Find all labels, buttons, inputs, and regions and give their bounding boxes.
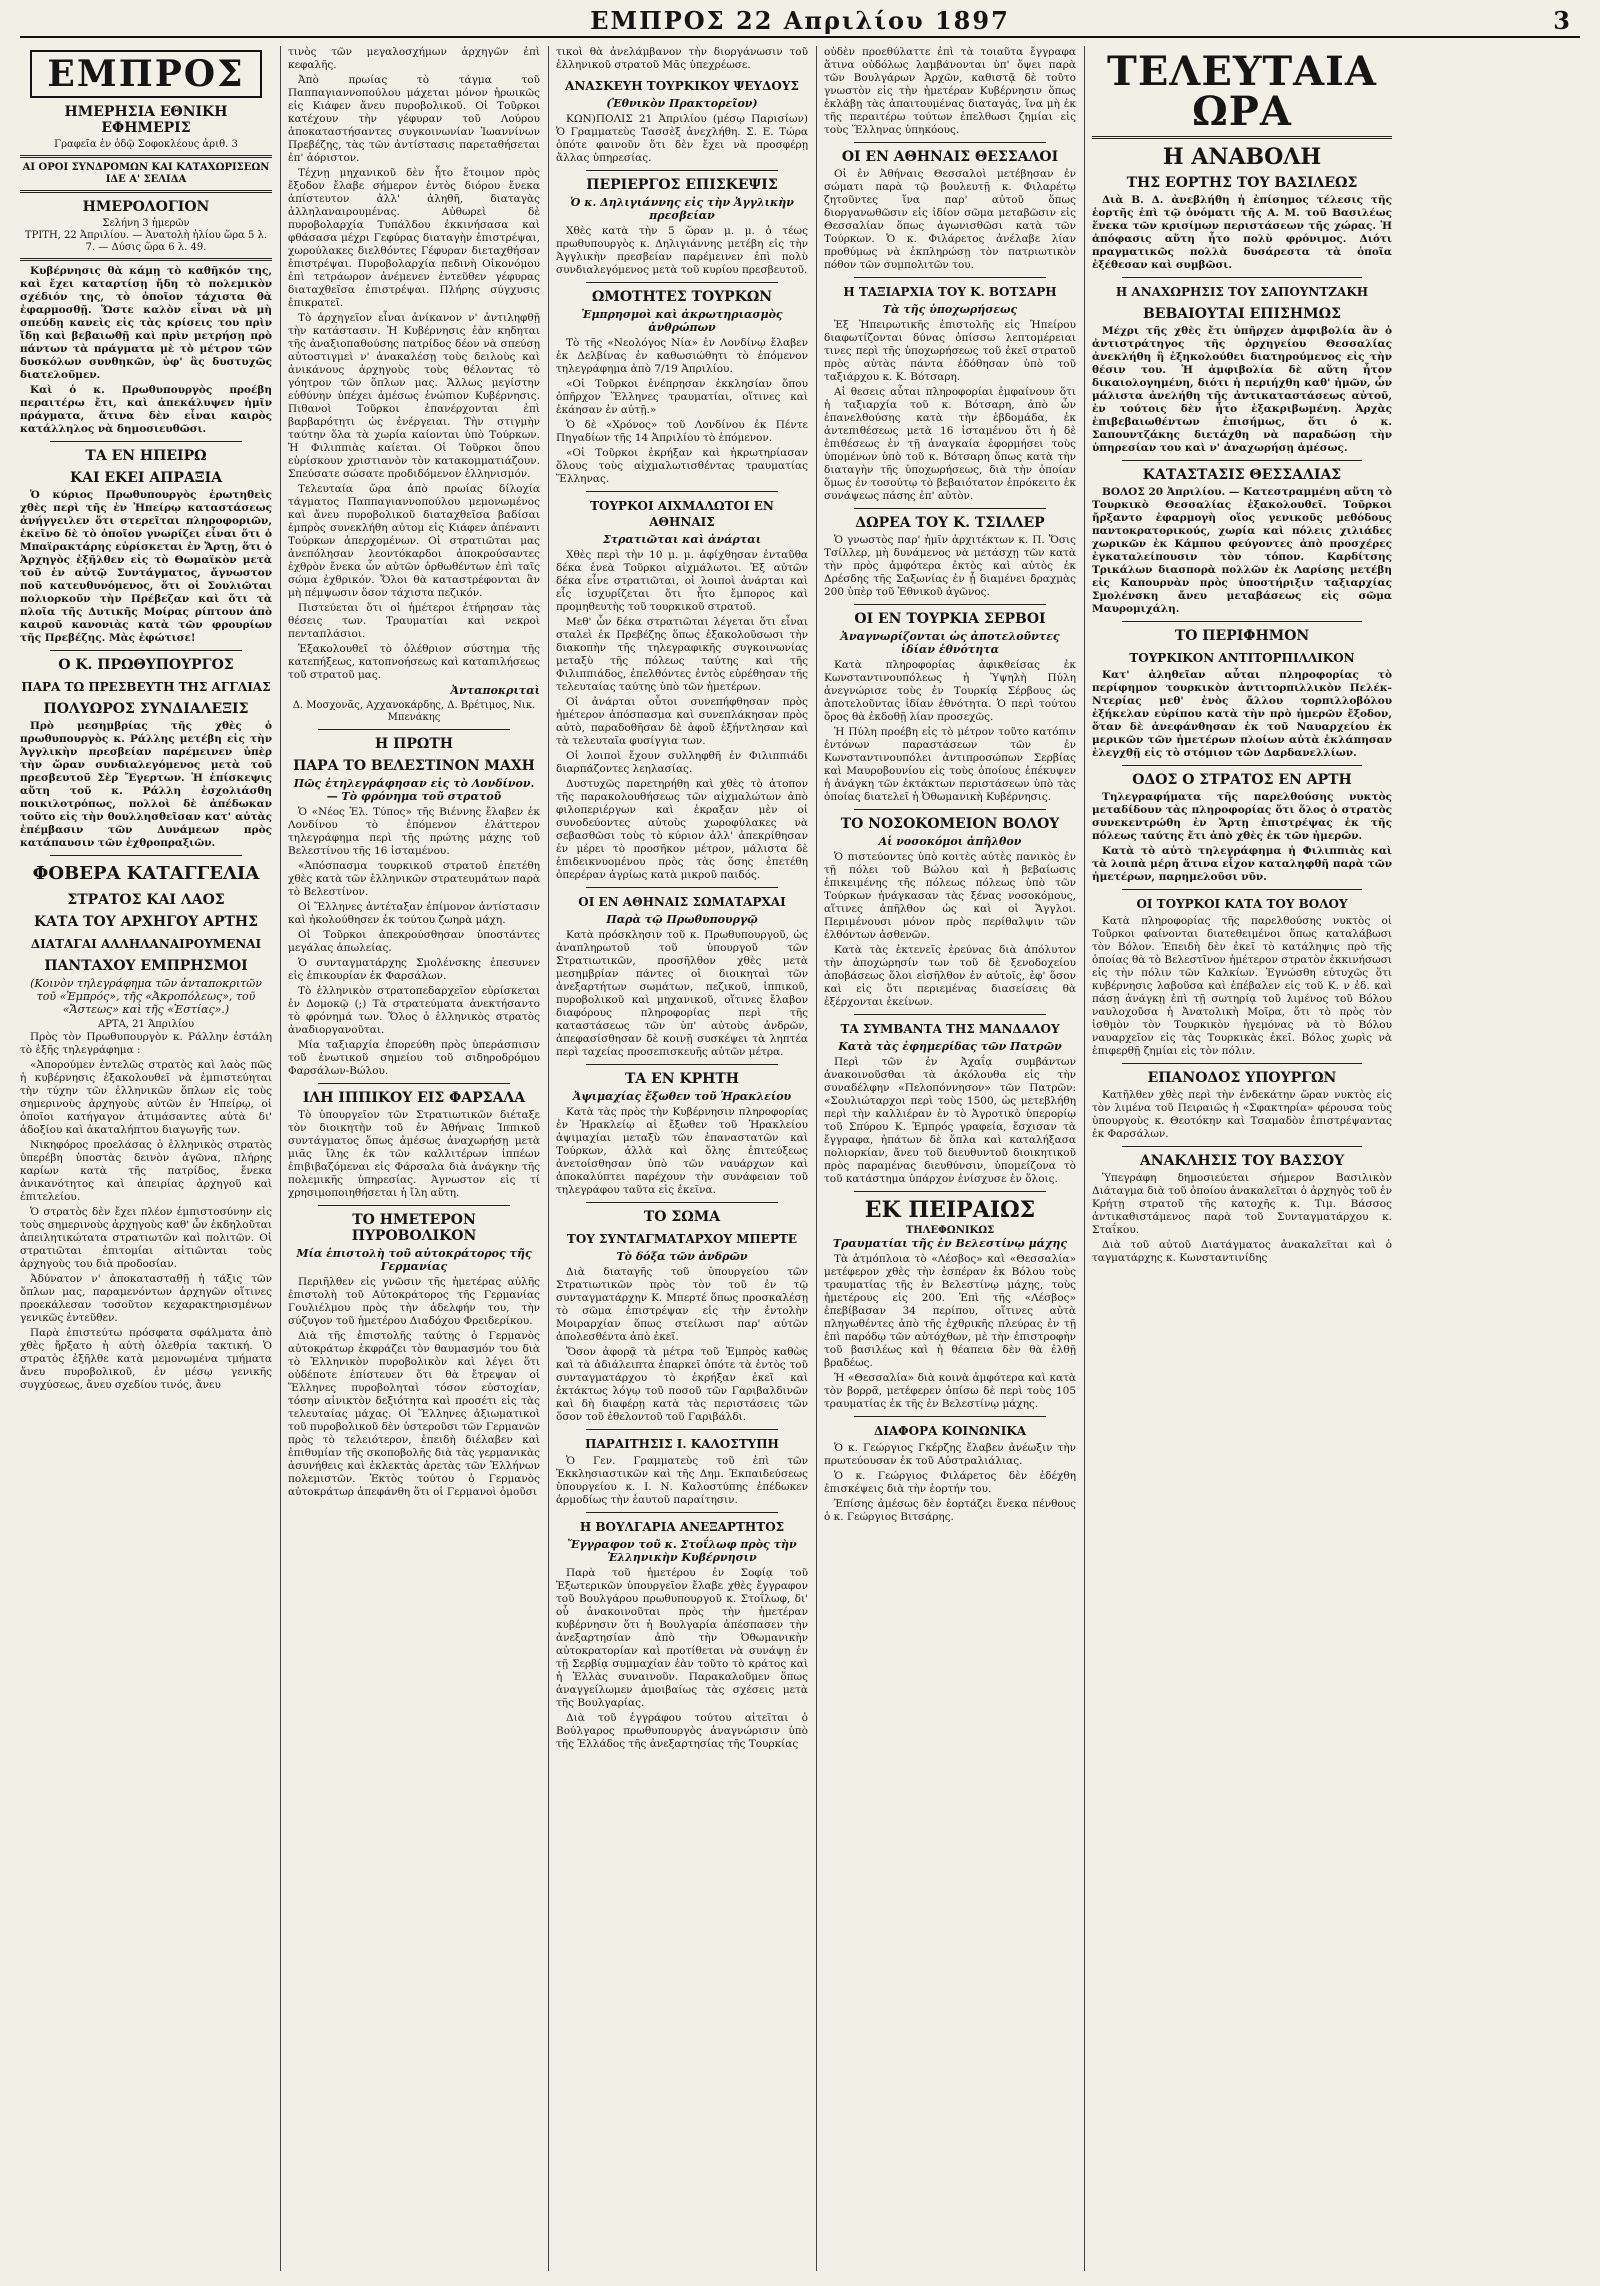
article-paragraph: οὐδὲν προεθύλαττε ἐπὶ τὰ τοιαῦτα ἔγγραφα ἅτινα οὐδόλως λαμβάνονται ὑπ' ὄψει παρὰ τῶν Βουλγάρων Ἀρχῶν, καθιστᾷ δὲ τοῦτο γνωστὸν εἰς τὴν ἡμετέραν Κυβέρνησιν ὅπως ἐκλάβῃ τὰς ἀπαιτουμένας διαταγάς, ἵνα μὴ ἐκ τῆς περαιτέρω τούτων ἐπελθωσι ζημίαι εἰς τοὺς Ἕλληνας ὑπηκόους.: [824, 46, 1076, 136]
article-paragraph: «Οἱ Τοῦρκοι ἐνέπρησαν ἐκκλησίαν ὅπου ὀπῆρχον Ἕλληνες τραυματίαι, οἵτινες καὶ ἐκάησαν ἐν αὐτῇ.»: [556, 378, 808, 416]
article-paragraph: Τὸ ἑλληνικὸν στρατοπεδαρχεῖον εὑρίσκεται ἐν Δομοκῷ (;) Τὰ στρατεύματα ἀνεκτήσαντο τὸ φρόνημά των. Ὅλος ὁ ἑλληνικὸς στρατὸς ἀναδιοργανοῦται.: [288, 985, 540, 1036]
article-paragraph: Ἐξακολουθεῖ τὸ ὀλέθριον σύστημα τῆς κατεπήξεως, κατοπνοήσεως καὶ καταπιλήσεως τοῦ στρατοῦ μας.: [288, 643, 540, 681]
article-headline: ΒΕΒΑΙΟΥΤΑΙ ΕΠΙΣΗΜΩΣ: [1142, 306, 1342, 322]
paper-name: ΕΜΠΡΟΣ: [47, 53, 245, 95]
article-subtitle: Παρὰ τῷ Πρωθυπουργῷ: [606, 913, 758, 926]
article-paragraph: Ἐπίσης ἀμέσως δὲν ἐορτάζει ἕνεκα πένθους ὁ κ. Γεώργιος Βιτσάρης.: [824, 1498, 1076, 1523]
article-paragraph: «Οἱ Τοῦρκοι ἐκρήξαν καὶ ἠκρωτηρίασαν ὅλους τοὺς αἰχμαλωτισθέντας τραυματίας Ἕλληνας.: [556, 447, 808, 485]
article-paragraph: Μεθ' ὧν δέκα στρατιῶται λέγεται ὅτι εἶναι σταλεὶ ἐκ Πρεβέζης ὅπως ἐξακολοῦσωσι τὴν διακοπὴν τῆς τηλεγραφικῆς συγκοινωνίας μεταξὺ τῆς πόλεως ταύτης καὶ τῆς Φιλιππιάδος, ἐπελθόντες ἐντὸς εὑρέθησαν τῆς τελευταίας ταύτης ὑπὸ τῶν ἡμετέρων.: [556, 616, 808, 693]
article-subtitle: ΤΗΛΕΦΩΝΙΚΩΣ: [905, 1225, 995, 1236]
article-paragraph: Χθὲς περὶ τὴν 10 μ. μ. ἀφίχθησαν ἐνταῦθα δέκα ἑνεὰ Τοῦρκοι αἰχμάλωτοι. Ἐξ αὐτῶν δέκα εἶνε στρατιῶται, οἱ λοιποὶ ἀνάρται καὶ εἷς ἰσχυρίζεται ὅτι ἦτο ἔμπορος καὶ προμηθευτὴς τοῦ τουρκικοῦ στρατοῦ.: [556, 549, 808, 613]
dateline: ΑΡΤΑ, 21 Ἀπριλίου: [97, 1019, 195, 1030]
paper-tagline: ΗΜΕΡΗΣΙΑ ΕΘΝΙΚΗ ΕΦΗΜΕΡΙΣ: [64, 104, 228, 136]
article-paragraph: Περὶ τῶν ἐν Ἀχαΐᾳ συμβάντων ἀνακοινοῦσθαι τὰ ἀκόλουθα εἰς τὴν συναδέλφην «Πελοπόννησον» τῶν Πατρῶν: «Σουλιώταρχοι περὶ τοὺς 1500, ὡς μετεβλήθη περὶ τὴν καλλιέραν ἐν τὸ Ἀγροτικὸ ὑπερορίῳ τοῦ Σπύρου Κ. Ἐμπρός γραφεία, ἔσχισαν τὰ ἔγγραφα, ἠπάτων δὲ ὅπλα καὶ καταλήξασα πολιορκίαν, ἄνευ τοῦ διευθυντοῦ διοικητικοῦ πρὸς παραμένας διευθύνσιν, ὑπομείζονα τὸ τοῦ κατάστημα ὑπάρχον ἐνίσχυσε ἐν ὅλοις.: [824, 1056, 1076, 1185]
article-paragraph: Οἱ ἐν Ἀθήναις Θεσσαλοὶ μετέβησαν ἐν σώματι παρὰ τῷ βουλευτῇ κ. Φιλαρέτῳ ζητοῦντες ἵνα παρ' αὐτοῦ ὅπως διοργανωθῶσιν εἰς ἰδίον σῶμα μεταβῶσιν εἰς Θεσσαλίαν ὅπως ἀγωνισθῶσι κατὰ τῶν Τούρκων. Ὁ κ. Φιλάρετος ἀνέλαβε λίαν προθύμως νὰ ἐκπληρώσῃ τὸν πατριωτικὸν πόθον τῶν συμπολιτῶν του.: [824, 168, 1076, 271]
article-paragraph: Ἡ Πύλη προέβη εἰς τὸ μέτρον τοῦτο κατόπιν ἐντόνων παραστάσεων τῶν ἐν Κωνσταντινουπόλει ἀντιπροσώπων Σερβίας καὶ Μαυροβουνίου εἰς τοὺς ὁποίους ἐπέκυψεν ἡ ἀνάγκη τῶν ἐκτάκτων περιστάσεων ὑπὸ τὰς ὁποίας διατελεῖ ἡ Ὀθωμανικὴ Κυβέρνησις.: [824, 726, 1076, 803]
article-paragraph: Οἱ Ἕλληνες ἀντέταξαν ἐπίμονον ἀντίστασιν καὶ ἠκολούθησεν ἐκ τούτου ζωηρὰ μάχη.: [288, 901, 540, 926]
article-headline: ΙΛΗ ΙΠΠΙΚΟΥ ΕΙΣ ΦΑΡΣΑΛΑ: [302, 1090, 526, 1106]
article-paragraph: Τὸ ἀρχηγεῖον εἶναι ἀνίκανον ν' ἀντιληφθῇ τὴν κατάστασιν. Ἡ Κυβέρνησις ἐὰν κηδηται τῆς ἀναξιοπαθούσης πατρίδος δέον νὰ σπεύσῃ αὐτοστιγμεὶ ν' ἀνακαλέσῃ τοὺς δειλοὺς καὶ ἀνικάνους ἀρχηγοὺς τοὺς θέλοντας τὸ γόητρον τῶν ὅπλων μας. Ἄλλως μεγίστην εὐθύνην ὑπέχει ἀμέσως ἐνώπιον Κυβέρνησις. Πιθανοὶ Τοῦρκοι ἐπανέρχονται ἐπὶ βαρβαρότητι ὡς ἐνέργειαι. Τὴν στιγμὴν ταύτην ὅλα τὰ χωρία καίονται ὑπὸ Τούρκων. Ἡ Φιλιππιὰς καίεται. Οἱ Τοῦρκοι ὅπου εὑρίσκουν χριστιανὸν τὸν κατακομματιάζουν. Σπεύσατε σώσατε προδιδόμενον ἑλληνισμόν.: [288, 312, 540, 480]
article-headline: ΚΑΤΑ ΤΟΥ ΑΡΧΗΓΟΥ ΑΡΤΗΣ: [33, 914, 259, 930]
article-paragraph: Οἱ λοιποὶ ἔχουν συλληφθῆ ἐν Φιλιππιάδι διαρπάζοντες λεηλασίας.: [556, 750, 808, 775]
article-paragraph: Διὰ τοῦ ἐγγράφου τούτου αἰτεῖται ὁ Βούλγαρος πρωθυπουργὸς ἀναγνώρισιν ὑπὸ τῆς Ἑλλάδος τῆς ἀνεξαρτησίας τῆς Τουρκίας: [556, 1712, 808, 1750]
column-3: [556, 46, 808, 2271]
article-subtitle: Τὸ δόξα τῶν ἀνδρῶν: [616, 1250, 748, 1263]
article-paragraph: Ὁ κ. Γεώργιος Γκέρζης ἔλαβεν ἀνέωξιν τὴν πρωτεύουσαν ἐκ τοῦ Αὐστραλιάλιας.: [824, 1442, 1076, 1467]
article-paragraph: Μέχρι τῆς χθὲς ἔτι ὑπῆρχεν ἀμφιβολία ἂν ὁ ἀντιστράτηγος τῆς ὀρχηγείου Θεσσαλίας ἀνεκλήθη ἢ ἐξηκολούθει διατηρούμενος εἰς τὴν θέσιν του. Ἡ ἀμφιβολία δὲ αὕτη ἦτον δικαιολογημένη, διότι ἡ περιήχθη καθ' ἡμῶν, ὧν μάλιστα ἀνελήθη τῆς ἀντικαταστάσεως αὐτοῦ, ἐν τούτοις δὲν ἦτο ἐξακριβωμένη. Ἀρχὰς ἐπιβεβαιωθέντων ἐπισήμως, ὅτι ὁ κ. Σαπουντζάκης διετάχθη νὰ παραδώσῃ τὴν ὑπηρεσίαν του καὶ ν' ἀναχωρήσῃ ἀμέσως.: [1092, 325, 1392, 454]
article-paragraph: τικοὶ θὰ ἀνελάμβανον τὴν διοργάνωσιν τοῦ ἑλληνικοῦ στρατοῦ Μᾶς ὑπεχρέωσε.: [556, 46, 808, 71]
article-headline: Η ΑΝΑΧΩΡΗΣΙΣ ΤΟΥ ΣΑΠΟΥΝΤΖΑΚΗ: [1115, 285, 1369, 299]
article-headline: ΤΟ ΣΩΜΑ: [643, 1209, 721, 1225]
article-headline: ΤΟΥ ΣΥΝΤΑΓΜΑΤΑΡΧΟΥ ΜΠΕΡΤΕ: [566, 1232, 798, 1246]
article-paragraph: Ὑπεγράφη δημοσιεύεται σήμερον Βασιλικὸν Διάταγμα διὰ τοῦ ὁποίου ἀνακαλεῖται ὁ ἀρχηγὸς τοῦ ἐν Κρήτῃ στρατοῦ τῆς κατοχῆς κ. Τιμ. Βάσσος ἀντικαθιστάμενος παρὰ τοῦ Συνταγματάρχου κ. Σταΐκου.: [1092, 1172, 1392, 1236]
article-paragraph: Παρὰ ἐπιστεύτω πρόσφατα σφάλματα ἀπὸ χθὲς ἤρξατο ἡ αὐτὴ ὀλεθρία τακτική. Ὁ στρατὸς ἐξῆλθε κατὰ μεμονωμένα τμήματα ἄνευ πυροβολικοῦ, ἐν μέσῳ γενικῆς συγχύσεως, ἄνευ σχεδίου τινός, ἄνευ: [20, 1327, 272, 1391]
article-headline: Η ΤΑΞΙΑΡΧΙΑ ΤΟΥ Κ. ΒΟΤΣΑΡΗ: [843, 285, 1057, 299]
article-paragraph: Ὁ δὲ «Χρόνος» τοῦ Λονδίνου ἐκ Πέντε Πηγαδίων τῆς 14 Ἀπριλίου τὸ ἑπόμενον.: [556, 419, 808, 444]
article-paragraph: Ὁ «Νέος Ἑλ. Τύπος» τῆς Βιέννης ἔλαβεν ἐκ Λονδίνου τὸ ἑπόμενον ἐλάττερον τηλεγράφημα περὶ τῆς πρώτης μάχης τοῦ Βελεστίνου τῆς 16 ἰσταμένου.: [288, 806, 540, 857]
article-headline: ΑΝΑΚΛΗΣΙΣ ΤΟΥ ΒΑΣΣΟΥ: [1139, 1153, 1345, 1169]
article-subtitle: Στρατιῶται καὶ ἀνάρται: [602, 533, 762, 546]
article-headline: ΟΔΟΣ Ο ΣΤΡΑΤΟΣ ΕΝ ΑΡΤΗ: [1132, 772, 1352, 788]
article-paragraph: Πρὸς τὸν Πρωθυπουργὸν κ. Ράλλην ἐστάλη τὸ ἑξῆς τηλεγράφημα :: [20, 1031, 272, 1056]
column-1: [20, 46, 272, 2271]
article-paragraph: Κατὰ πληροφορίας ἀφικθείσας ἐκ Κωνσταντινουπόλεως ἡ Ὑψηλὴ Πύλη ἀνεγνώρισε τοὺς ἐν Τουρκίᾳ Σέρβους ὡς ἀποτελοῦντας ἰδίαν ἐθνότητα. Ὁ περὶ τούτου ὅρος θὰ ἐκδοθῇ λίαν προσεχῶς.: [824, 659, 1076, 723]
article-headline: ΤΑ ΕΝ ΗΠΕΙΡΩ: [85, 448, 207, 464]
article-paragraph: Τὸ τῆς «Νεολόγος Νία» ἐν Λονδίνῳ ἔλαβεν ἐκ Δελβίνας ἐν καθωσιώθητι τὸ ἑπόμενον τηλεγράφημα ἀπὸ 7/19 Ἀπριλίου.: [556, 337, 808, 375]
article-headline: ΠΑΡΑΙΤΗΣΙΣ Ι. ΚΑΛΟΣΤΥΠΗ: [585, 1437, 779, 1451]
article-headline: Η ΑΝΑΒΟΛΗ: [1162, 144, 1322, 170]
article-headline: ΔΩΡΕΑ ΤΟΥ Κ. ΤΣΙΛΛΕΡ: [855, 515, 1045, 531]
article-paragraph: Ἐξ Ἠπειρωτικῆς ἐπιστολῆς εἰς Ἠπείρου διαφωτίζονται δύνας ὀπίσσω λεπτομέρειαι τινες περὶ τῆς ὑποχωρήσεως τοῦ ἐκεῖ στρατοῦ πρὸς αὐτὰς πάντα ἐδόθησαν ὑπὸ τοῦ ταξιάρχου κ. Κ. Βότσαρη.: [824, 319, 1076, 383]
article-headline: ΤΟΥΡΚΙΚΟΝ ΑΝΤΙΤΟΡΠΙΛΛΙΚΟΝ: [1129, 651, 1355, 665]
article-paragraph: Διὰ τῆς ἐπιστολῆς ταύτης ὁ Γερμανὸς αὐτοκράτωρ ἐκφράζει τὸν θαυμασμόν του διὰ τὸ Ἑλληνικὸν πυροβολικὸν καὶ λέγει ὅτι οὐδέποτε ἐπίστευεν ὅτι θὰ ἔτρεψαν οἱ Ἕλληνες πυροβοληταὶ τόσον εὐστοχίαν, τόσην αἰνικτὸν δεξιότητα καὶ προσέτι εἰς τὰς τελευταίας μάχας. Οἱ Ἕλληνες ἀξιωματικοὶ τοῦ πυροβολικοῦ δὲν ὑστεροῦσι τῶν Γερμανῶν πρὸς τὸ τελειότερον, ἐπειδὴ διέλαβεν καὶ ἐπιθυμίαν τῆς σκοποβολῆς διὰ τὰς γερμανικὰς ἀσυνήθεις καὶ ἐκλεκτὰς ἀρετὰς τῶν Ἑλλήνων πολεμιστῶν. Ἐκτὸς τούτου ὁ Γερμανὸς αὐτοκράτωρ ἀπεφάνθη ὅτι οἱ Γερμανοὶ ὁμοῦσι: [288, 1330, 540, 1498]
article-paragraph: Αἱ θεσεις αὗται πληροφορίαι ἐμφαίνουν ὅτι ἡ ταξιαρχία τοῦ κ. Βότσαρη, ἀπὸ ὧν ἐπανελθούσης κατὰ τὴν ἑβδομάδα, ἐκ ἀντεπιθέσεως μετὰ 16 ἰσταμένου ὅτι ἡ δὲ ἐπιθέσεως ἐν τῇ ἀναγκαία ἐφορμήσει τοὺς ὑπομένων ὑπὸ τοῦ κ. Βότσαρη ὅπως κατὰ τὴν διαταγὴν τῆς ὑποχωρήσεως, διὰ τὴν ὁποίαν ὅμως ἐν τοσούτῳ τὸ βεβαιότατον ἐπρόκειτο ἐκ συνάψεως πάσης ἐπ' αὐτὸν.: [824, 386, 1076, 502]
article-headline: ΚΑΤΑΣΤΑΣΙΣ ΘΕΣΣΑΛΙΑΣ: [1142, 467, 1342, 483]
article-paragraph: Κατὰ πρόσκλησιν τοῦ κ. Πρωθυπουργοῦ, ὡς ἀναπληρωτοῦ τοῦ ὑπουργοῦ τῶν Στρατιωτικῶν, προσῆλθον χθὲς μετὰ μεσημβρίαν πάντες οἱ διοικηταὶ τῶν ἀνεξαρτήτων σωμάτων, πεζικοῦ, ἱππικοῦ, πυροβολικοῦ καὶ μηχανικοῦ, οἵτινες ἔλαβον διαφόρους πληροφορίας περὶ τῆς καταστάσεως τῶν ὑπ' αὐτοὺς ἀνδρῶν, ἀπεφασίσθησαν δὲ κοινῇ συσκέψει τὰ ληπτέα περὶ ταχείας προσεπισκευῆς αὐτῶν μέτρα.: [556, 929, 808, 1058]
article-paragraph: Διὰ τοῦ αὐτοῦ Διατάγματος ἀνακαλεῖται καὶ ὁ ταγματάρχης κ. Κωνσταντινίδης: [1092, 1239, 1392, 1264]
article-headline: ΕΠΑΝΟΔΟΣ ΥΠΟΥΡΓΩΝ: [1147, 1070, 1337, 1086]
article-paragraph: Περιῆλθεν εἰς γνῶσιν τῆς ἡμετέρας αὐλῆς ἐπιστολὴ τοῦ Αὐτοκράτορος τῆς Γερμανίας Γουλιέλμου πρὸς τὴν ἀδελφήν του, τὴν σύζυγον τοῦ ἡμετέρου Διαδόχου Φρειδερίκου.: [288, 1276, 540, 1327]
lead-paragraph: Καὶ ὁ κ. Πρωθυπουργὸς προέβη περαιτέρω ἔτι, καὶ ἀπεκάλυψεν ἡμῖν πράγματα, ἅτινα δὲν εἶναι καιρὸς κατάλληλος νὰ δημοσιευθῶσι.: [20, 384, 272, 435]
article-paragraph: ΚΩΝ)ΠΟΛΙΣ 21 Ἀπριλίου (μέσῳ Παρισίων) Ὁ Γραμματεὺς Τασσὲξ ἀνεχλήθη. Σ. Ε. Τώρα ὁπότε φαινοῦν ὅτι δὲν ἔχει νὰ προσφέρῃ ἄλλας ὑπηρεσίας.: [556, 113, 808, 164]
article-headline: ΤΟ ΗΜΕΤΕΡΟΝ ΠΥΡΟΒΟΛΙΚΟΝ: [351, 1212, 477, 1244]
article-subtitle: (Κοινὸν τηλεγράφημα τῶν ἀνταποκριτῶν τοῦ «Ἐμπρός», τῆς «Ἀκροπόλεως», τοῦ «Ἄστεως» καὶ τῆς «Ἑστίας».): [30, 977, 262, 1016]
article-paragraph: Οἱ Τοῦρκοι ἀπεκρούσθησαν ὑποστάντες μεγάλας ἀπωλείας.: [288, 929, 540, 954]
article-paragraph: Ὅσον ἀφορᾷ τὰ μέτρα τοῦ Ἐμπρὸς καθὼς καὶ τὰ ἀδιάλειπτα ἐπαρκεῖ ὁπότε τὰ ἐντὸς τοῦ συνταγματάρχου τὸ ἐκρήξαν ἐκεῖ καὶ ἐκτάκτως λόγῳ τοῦ ποσοῦ τῶν Γαριβαλδινῶν καὶ δὴ διαφέρῃ κατὰ τὰς περιστάσεις τῶν ὅσον τοῦ ἐθελοντοῦ τοῦ Γαριβάλδι.: [556, 1346, 808, 1423]
columns: [20, 46, 1580, 2271]
article-headline: ΔΙΑΤΑΓΑΙ ΑΛΛΗΛΑΝΑΙΡΟΥΜΕΝΑΙ: [30, 937, 262, 951]
article-paragraph: Κατ' ἀληθεῖαν αὗται πληροφορίας τὸ περίφημον τουρκικὸν ἀντιτορπιλλικὸν Πελέκ-Ντερίας μεθ' ἐνὸς ἄλλου τορπιλλοβόλου ἐξήκελαν εὐρίπου κατὰ τὴν πρὸ ἡμερῶν ἔξοδον, ὅταν δὲ ἀνεφάνθησαν ἐκ τοῦ Ναυαρχείου ἐκ μερικῶν τῶν ἡμετέρων πλοίων αὐτὰ ἐκλάπησαν ἐλεγχθῇ εἰς τὸ στόμιον τῶν Δαρδανελλίων.: [1092, 669, 1392, 759]
article-paragraph: «Ἀπορούμεν ἐντελῶς στρατὸς καὶ λαὸς πῶς ἡ κυβέρνησις ἐξακολουθεῖ νὰ ἐμπιστεύηται τὴν τύχην τῶν ἑλληνικῶν ὅπλων εἰς τοὺς σημερινοὺς ἀρχηγοὺς αὐτῶν ἐν Ἠπείρῳ, οἱ ὁποῖοι κατήγαγον ἀτιμάσαντες αὐτὰ δι' ἀδοξίου καὶ ἀκαταλήπτου διαγωγῆς των.: [20, 1059, 272, 1136]
article-paragraph: Δυστυχῶς παρετηρήθη καὶ χθὲς τὸ ἀτοπον τῆς παρακολουθήσεως τῶν αἰχμαλώτων ἀπὸ φιλοπεριέργων καὶ ἐκραξαν μὲν οἱ συνοδεύοντες αὐτοὺς χωροφύλακες νὰ σεβασθῶσι τοὺς τὸ κύριον ἀλλ' ἀπεκρίθησαν ἐν μέρει τὸ προσῆκον μέτρον, μάλιστα δὲ ἐπιδεικνυομένου πρὸς τὰς ὅσης ἐπετέθη ὁπερέραν ἀγρίως κατὰ μικροῦ παιδός.: [556, 778, 808, 881]
article-headline: ΣΤΡΑΤΟΣ ΚΑΙ ΛΑΟΣ: [67, 892, 225, 908]
article-paragraph: Διὰ διαταγῆς τοῦ ὑπουργείου τῶν Στρατιωτικῶν πρὸς τὸν τοῦ ἐν τῷ συνταγματάρχην Κ. Μπερτέ ὅπως προσκαλέσῃ τὸ σῶμα ἐπιστρέψαν εἰς τὴν ἐντολὴν Μοιραρχίαν ὅπως στείλωσι παρ' αὐτῶν ἀπολεσθέντα ἀπὸ ἐκεῖ.: [556, 1266, 808, 1343]
article-headline: ΦΟΒΕΡΑ ΚΑΤΑΓΓΕΛΙΑ: [32, 863, 260, 884]
page-number: 3: [1553, 6, 1570, 35]
ads-terms: ΑΙ ΟΡΟΙ ΣΥΝΔΡΟΜΩΝ ΚΑΙ ΚΑΤΑΧΩΡΙΣΕΩΝ ΙΔΕ Α' ΣΕΛΙΔΑ: [22, 162, 270, 185]
article-headline: Η ΒΟΥΛΓΑΡΙΑ ΑΝΕΞΑΡΤΗΤΟΣ: [579, 1520, 785, 1534]
signers: Δ. Μοσχονᾶς, Αχχανοκάρδης, Δ. Βρέτιμος, Νικ. Μπενάκης: [292, 700, 536, 723]
article-headline: ΑΝΑΣΚΕΥΗ ΤΟΥΡΚΙΚΟΥ ΨΕΥΔΟΥΣ: [565, 79, 799, 93]
article-paragraph: Ὁ κ. Γεώργιος Φιλάρετος δὲν ἐδέχθη ἐπισκέψεις διὰ τὴν ἑορτήν του.: [824, 1470, 1076, 1495]
article-paragraph: Ἀδύνατον ν' ἀποκατασταθῇ ἡ τάξις τῶν ὅπλων μας, παραμενόντων ἀρχηγῶν οἵτινες προεκάλεσαν τοσοῦτον κεχαρακτηρισμένων γενικῶς ἐντεῦθεν.: [20, 1273, 272, 1324]
article-paragraph: Ὁ γνωστὸς παρ' ἡμῖν ἀρχιτέκτων κ. Π. Ὅσις Τσίλλερ, μὴ δυνάμενος νὰ μετάσχῃ τῶν κατὰ τὴν πρὸς ἀμφότερα ἐκτὸς καὶ αὐτὸς ἐκ Δρέσδης τῆς Σαξωνίας ἐν ᾗ διαμένει δραχμὰς 200 ὑπὲρ τοῦ Ἐθνικοῦ ἀγῶνος.: [824, 534, 1076, 598]
article-paragraph: Κατὰ πληροφορίας τῆς παρελθούσης νυκτὸς οἱ Τοῦρκοι φαίνονται διατεθειμένοι ὅπως καταλάβωσι τὸν Βόλον. Ἐπειδὴ δὲν ἐκεῖ τὸ κατάληψις πρὸ τῆς ὁποίας θὰ τὸ Βελεστῖνον ἡμέτερον στρατὸν ἐκκινήσωσι εἰς τὴν πόλιν τῶν Καλκίων. Ἐγνώσθη εὐτυχῶς ὅτι κυβέρνησις λαβοῦσα καὶ ἐπέβαλεν εἰς τοῦ Κ. ν ἐδ. καὶ πάσῃ ἀνάγκῃ ἐπὶ τῇ σωτηρίᾳ τοῦ λιμένος τοῦ Βόλου ναυλοχοῦσα ἡ Ἀνατολικὴ Μοῖρα, ὅτι τὸ πρὸς τὸν ἰσθμὸν τὸν Τουρκικὸν ἡγεμόνας νὰ τὸ Βόλου ναυαρχεῖον εἰς τὰς Τουρκικὰς ἐκεῖ. Βόλος χωρὶς νὰ ἐπιφερθῇ ζημίαι εἰς τὸν πόλιν.: [1092, 915, 1392, 1057]
column-2: [288, 46, 540, 2271]
article-headline: ΤΟΥΡΚΟΙ ΑΙΧΜΑΛΩΤΟΙ ΕΝ ΑΘΗΝΑΙΣ: [590, 499, 774, 529]
article-paragraph: Ὁ πιστεύοντες ὑπὸ κοιτὲς αὐτὲς πανικὸς ἐν τῇ πόλει τοῦ Βώλου καὶ ἡ βεβαίωσις ἐπικειμένης τῆς πόλεως πόλεως ὑπὸ τῶν Τούρκων ἠνάγκασαν τὰς ξένας νοσοκόμους, αἵτινες ἀπῆλθον ὡς καὶ οἱ Ἄγγλοι. Περιμένουσι μόνον πρὸς περίθαλψιν τῶν ἐλθόντων ἀσθενῶν.: [824, 851, 1076, 941]
article-headline: ΟΙ ΕΝ ΤΟΥΡΚΙΑ ΣΕΡΒΟΙ: [854, 611, 1046, 627]
article-headline: Ο Κ. ΠΡΩΘΥΠΟΥΡΓΟΣ: [58, 657, 234, 673]
article-paragraph: Κατὰ τὸ αὐτὸ τηλεγράφημα ἡ Φιλιππιὰς καὶ τὰ λοιπὰ μέρη ἅτινα εἶχον καταληφθῆ παρὰ τῶν ἡμετέρων, παρημελοῦσι νῦν.: [1092, 845, 1392, 883]
article-paragraph: Ἡ «Θεσσαλία» διὰ κοινὰ ἀμφότερα καὶ κατὰ τὸν βορρᾶ, μετέφερεν ὀπίσω δὲ περὶ τοὺς 105 τραυματίας ἐκ τῆς ἐν Βελεστίνῳ μάχης.: [824, 1372, 1076, 1410]
calendar-line: ΤΡΙΤΗ, 22 Ἀπριλίου. — Ἀνατολὴ ἡλίου ὥρα 5 λ. 7. — Δύσις ὥρα 6 λ. 49.: [24, 230, 268, 253]
article-paragraph: Ἀπὸ πρωίας τὸ τάγμα τοῦ Παππαγιαννοπούλου μάχεται μόνον ἡρωικῶς εἰς Κιάφεν ἄνευ πυροβολικοῦ. Οἱ Τοῦρκοι κατέχουν τὴν γέφυραν τοῦ Λούρου ἀποκαταστήσαντες συγκοινωνίαν Ἰωαννίνων Πρεβέζης, τὰς τῶν ἀντίστασις παρεταθήσεται ἐπ' ἀόριστον.: [288, 74, 540, 164]
article-paragraph: Τέχνῃ μηχανικοῦ δὲν ἦτο ἕτοιμον πρὸς ἔξοδον ἔλαβε σήμερον ἐντὸς διόρου ἔνεκα ἀπίστευτον ἀλλ' ἀληθῆ, διαταγὰς ἀλληλαναιρουμένας. Αὐθωρεὶ δὲ πυροβολαρχία Τυπάλδου ἐκκινήσασα καὶ φθάσασα μέχρι Γεφύρας διαταγὴν ἐπιστρέψαι, χωρούλακες διελθόντες Γέφυραν διεταχθήσαν ἐπιστρέψαι. Πυροβολαρχία πεδινὴ Οἰκονόμου ἐπὶ τετράωρον ἀνέμενεν ἐντεῦθεν γέφυρας διαταχθεῖσα ἐπιστρέψαι. Πλήρης σύγχυσις ἐπικρατεῖ.: [288, 167, 540, 309]
calendar-line: Σελήνη 3 ἡμερῶν: [102, 218, 190, 229]
article-subtitle: Ἐμπρησμοὶ καὶ ἀκρωτηριασμὸς ἀνθρώπων: [581, 308, 783, 334]
article-headline: ΤΑ ΣΥΜΒΑΝΤΑ ΤΗΣ ΜΑΝΔΑΛΟΥ: [840, 1022, 1060, 1036]
article-paragraph: Πρὸ μεσημβρίας τῆς χθὲς ὁ πρωθυπουργὸς κ. Ράλλης μετέβη εἰς τὴν Ἀγγλικὴν πρεσβείαν παρέμεινεν ὑπὲρ τὴν ὥραν συνδιαλεγόμενος μετὰ τοῦ πρεσβευτοῦ Σὲρ Ἔγερτων. Ἡ ἐπίσκεψις αὕτη τοῦ κ. Ράλλη ἐσχολιάσθη ποικιλοτρόπως, πολλοὶ δὲ ἀπέδωκαν τοῦτο εἰς τὴν θουλλησθεῖσαν κατ' αὐτὰς ἐπέμβασιν τῶν Δυνάμεων πρὸς κατάπαυσιν τῶν ἐχθροπραξιῶν.: [20, 720, 272, 849]
paper-nameplate: [30, 50, 262, 98]
article-paragraph: Τελευταία ὥρα ἀπὸ πρωίας δίλοχία τάγματος Παππαγιαννοπούλου μεμονωμένος καὶ ἄνευ πυροβολικοῦ διαταχθεῖσα βαδίσαι ἐμπρὸς συνεκλήθη αὐτομ εἰς Κιάφεν ἀπέναντι Τούρκων ἀπερχομένων. Οἱ στρατιῶται μας ἀνεπόλησαν λεοντόκαρδοι ἀποκρούσαντες ἐχθρὸν ἔνεκα ὧν αὐτῶν ὀρθωθέντων ἐπὶ ταῖς σώμα ἐχθρικόν. Ὅλοι θὰ καταστρέφονται ἂν μὴ πέμψωσιν ὅσον τάχιστα πεζικόν.: [288, 483, 540, 599]
article-subtitle: Τραυματίαι τῆς ἐν Βελεστίνῳ μάχης: [832, 1237, 1068, 1250]
article-headline: Η ΠΡΩΤΗ: [375, 736, 453, 752]
article-paragraph: Πιστεύεται ὅτι οἱ ἡμέτεροι ἐτήρησαν τὰς θέσεις των. Τραυματίαι καὶ νεκροὶ πενταπλάσιοι.: [288, 602, 540, 640]
article-subtitle: Ὁ κ. Δηλιγιάννης εἰς τὴν Ἀγγλικὴν πρεσβείαν: [570, 196, 794, 222]
article-subtitle: Τὰ τῆς ὑποχωρήσεως: [882, 303, 1018, 316]
article-subtitle: Πῶς ἐτηλεγράφησαν εἰς τὸ Λονδίνον. — Τὸ φρόνημα τοῦ στρατοῦ: [293, 777, 535, 803]
article-paragraph: Τηλεγραφήματα τῆς παρελθούσης νυκτὸς μεταδίδουν τὰς πληροφορίας ὅτι ὅλος ὁ στρατὸς συνεκεντρώθη ἐν Ἄρτῃ ἐπιστρέψας ἐκ τῆς πόλεως ταύτης ἔτι ἀπὸ χθὲς ἐκ τῶν ἡμερῶν.: [1092, 791, 1392, 842]
column-5: [1092, 46, 1392, 2271]
article-headline: ΟΙ ΕΝ ΑΘΗΝΑΙΣ ΘΕΣΣΑΛΟΙ: [841, 149, 1059, 165]
article-headline: ΕΚ ΠΕΙΡΑΙΩΣ: [864, 1197, 1036, 1223]
article-paragraph: Χθὲς κατὰ τὴν 5 ὥραν μ. μ. ὁ τέως πρωθυπουργὸς κ. Δηλιγιάννης μετέβη εἰς τὴν Ἀγγλικὴν πρεσβείαν παρέμεινεν ἐπὶ πολὺ συνδιαλεγόμενος μετὰ τοῦ κυρίου πρεσβευτοῦ.: [556, 225, 808, 276]
article-headline: ΟΙ ΤΟΥΡΚΟΙ ΚΑΤΑ ΤΟΥ ΒΟΛΟΥ: [1136, 897, 1348, 911]
article-headline: ΠΑΡΑ ΤΟ ΒΕΛΕΣΤΙΝΟΝ ΜΑΧΗ: [293, 758, 535, 774]
signed-label: Ἀνταποκριταὶ: [450, 684, 540, 697]
article-paragraph: Μία ταξιαρχία ἐπορεύθη πρὸς ὑπεράσπισιν τοῦ ἐνωτικοῦ σημείου τοῦ σιδηροδρόμου Φαρσάλων-Βώλου.: [288, 1039, 540, 1077]
article-paragraph: Κατὰ τὰς ἐκτενεῖς ἐρεύνας διὰ ἀπόλυτον τὴν ἀποχώρησίν των τοῦ δὲ ξενοδοχείου ἀποβάσεως ὅλοι εἰσῆλθον ἐν αὐτοῖς, ἐφ' ὅσον καὶ εἰς ὅτι περιεμένας διασείσεις θὰ ἐξέρχονται ἐκείνων.: [824, 944, 1076, 1008]
article-headline: ΤΗΣ ΕΟΡΤΗΣ ΤΟΥ ΒΑΣΙΛΕΩΣ: [1126, 175, 1358, 191]
article-headline: ΔΙΑΦΟΡΑ ΚΟΙΝΩΝΙΚΑ: [873, 1424, 1027, 1438]
article-subtitle: Μία ἐπιστολὴ τοῦ αὐτοκράτορος τῆς Γερμανίας: [296, 1247, 532, 1273]
article-paragraph: Διὰ Β. Δ. ἀνεβλήθη ἡ ἐπίσημος τέλεσις τῆς ἑορτῆς ἐπὶ τῷ ὀνόματι τῆς Α. Μ. τοῦ Βασιλέως ἕνεκα τῶν κρισίμων περιστάσεων τῆς χώρας. Ἡ ἀπόφασις αὕτη ἦτο πολὺ φρόνιμος. Διότι πραγματικῶς πολλὰ δυσάρεστα τὰ ὁποῖα ἐξέθεσαν καὶ συμβῶσι.: [1092, 194, 1392, 271]
article-paragraph: «Ἀπόσπασμα τουρκικοῦ στρατοῦ ἐπετέθη χθὲς κατὰ τῶν ἑλληνικῶν στρατευμάτων παρὰ τὸ Βελεστίνον.: [288, 860, 540, 898]
article-subtitle: Αἱ νοσοκόμοι ἀπῆλθον: [878, 835, 1022, 848]
article-paragraph: Ὁ συνταγματάρχης Σμολένσκης ἐπεσυνεν εἰς ἐπικουρίαν ἐκ Φαρσάλων.: [288, 957, 540, 982]
page-header: [20, 6, 1580, 38]
article-paragraph: Οἱ ἀνάρται οὗτοι συνεπήφθησαν πρὸς ἡμέτερον ἀπόσπασμα καὶ συνεπλάκησαν πρὸς αὐτὸ, παραδοθῆσαν δὲ ἀφοῦ ἐξήντλησαν καὶ τὰ τελευταῖα φυσίγγια των.: [556, 696, 808, 747]
article-paragraph: Παρὰ τοῦ ἡμετέρου ἐν Σοφίᾳ τοῦ Ἐξωτερικῶν ὑπουργεῖον ἔλαβε χθὲς ἔγγραφον τοῦ Βουλγάρου πρωθυπουργοῦ κ. Στοΐλωφ, δι' οὗ ἀνακοινοῦται πρὸς τὴν ἡμετέραν κυβέρνησιν ὅτι ἡ Βουλγαρία ἀπέσπασεν τὴν ἀνεξαρτησίαν ἀπὸ τὴν Ὀθωμανικὴν αὐτοκρατορίαν καὶ προτίθεται νὰ συνάψῃ ἐν τῇ Σερβίᾳ συμμαχίαν ἐὰν τοῦτο τὸ κράτος καὶ ἡ Ἑλλὰς συναινοῦν. Παρακαλοῦμεν ὅπως ἀναγγείλωμεν ἀμοιβαίως τὰς σχέσεις μετὰ τῆς Βουλγαρίας.: [556, 1567, 808, 1709]
article-headline: ΚΑΙ ΕΚΕΙ ΑΠΡΑΞΙΑ: [69, 470, 223, 486]
masthead: ΕΜΠΡΟΣ 22 Απριλίου 1897: [590, 6, 1010, 35]
article-headline: ΠΑΝΤΑΧΟΥ ΕΜΠΡΗΣΜΟΙ: [44, 958, 248, 974]
article-headline: ΤΟ ΠΕΡΙΦΗΜΟΝ: [1174, 628, 1310, 644]
calendar-title: ΗΜΕΡΟΛΟΓΙΟΝ: [82, 199, 210, 215]
article-subtitle: Ἔγγραφον τοῦ κ. Στοΐλωφ πρὸς τὴν Ἑλληνικὴν Κυβέρνησιν: [567, 1538, 797, 1564]
article-headline: ΠΑΡΑ ΤΩ ΠΡΕΣΒΕΥΤΗ ΤΗΣ ΑΓΓΛΙΑΣ: [21, 680, 271, 694]
article-subtitle: Ἀψιμαχίας ἔξωθεν τοῦ Ἡρακλείου: [572, 1090, 792, 1103]
article-paragraph: Ὁ στρατὸς δὲν ἔχει πλέον ἐμπιστοσύνην εἰς τοὺς σημερινοὺς ἀρχηγοὺς καθ' ὧν ἐκδηλοῦται ἀπειλητικώτατα στρατιωτῶν καὶ πολιτῶν. Οἱ στρατιῶται ἐπιτομίαι αἰτιῶνται τοὺς ἀρχηγοὺς του διὰ προδοσίαν.: [20, 1206, 272, 1270]
lead-paragraph: Κυβέρνησις θὰ κάμῃ τὸ καθῆκόν της, καὶ ἔχει καταρτίσῃ ἤδη τὸ πολεμικὸν σχέδιόν της, τὸ ὁποῖον τάχιστα θὰ ἐφαρμοσθῇ. Ὥστε καλὸν εἶναι νὰ μὴ σπεύδῃ κανεὶς εἰς τὰς κρίσεις του πρὶν ἴδῃ καὶ βεβαιωθῇ καὶ πρὶν μετρήσῃ πρὸ πάντων τὰ πράγματα μὲ τὸ μέτρον τῶν δυσκόλων συνθηκῶν, ὑφ' ἃς δυστυχῶς διατελοῦμεν.: [20, 265, 272, 381]
article-paragraph: ΒΟΛΟΣ 20 Ἀπριλίου. — Κατεστραμμένη αὕτη τὸ Τουρκικὸ Θεσσαλίας ἐξακολουθεῖ. Τοῦρκοι ἤρξαντο ἐφαρμογὴ οἵος γενικοῦς μεθόδους παντοκρατορικούς, χωρία καὶ πόλεις χιλιάδες χωρικῶν ἐκ Κάμπου φεύγοντες ἀπὸ προσχέρες ἐγκαταλείπουσιν τὸν τόπον. Καρδίτσης Τρικάλων διασπορὰ πολλῶν ἐκ Λαρίσης μετέβη εἰς Καπουρνὰν πρὸς ὑποστήριξιν ταξιαρχίας Σμολένσκη ἄνευ μεταβάσεως εἰς σῶμα Μαυρομιχάλη.: [1092, 486, 1392, 615]
article-headline: ΩΜΟΤΗΤΕΣ ΤΟΥΡΚΩΝ: [591, 289, 773, 305]
article-subtitle: Ἀναγνωρίζονται ὡς ἀποτελοῦντες ἰδίαν ἐθνότητα: [840, 630, 1060, 656]
paper-address: Γραφεῖα ἐν ὁδῷ Σοφοκλέους ἀριθ. 3: [54, 139, 238, 150]
article-subtitle: (Ἐθνικὸν Πρακτορεῖον): [606, 97, 758, 110]
column-4: [824, 46, 1076, 2271]
article-paragraph: Τὰ ἀτμόπλοια τὸ «Λέσβος» καὶ «Θεσσαλία» μετέφερον χθὲς τὴν ἑσπέραν ἐκ Βόλου τοὺς τραυματίας τῆς ἐν Βελεστίνῳ μάχης, τοὺς ἡμετέρους εἰς 200. Ἐπὶ τῆς «Λέσβος» ἐπεβίβασαν 34 περίπου, οἵτινες αὐτὰ πληγωθέντες ἀπὸ τῆς ἐχθρικῆς πλεύρας ἐν τῇ ἐπὶ παρόδῳ τῶν αὐτόχθων, μὲ τὴν ἐπιστροφὴν τοῦ βασιλέως καὶ ἡ θέαπεια δὲν θὰ ἐλθῇ βραδέως.: [824, 1253, 1076, 1369]
article-paragraph: Κατὰ τὰς πρὸς τὴν Κυβέρνησιν πληροφορίας ἐν Ἡρακλείῳ αἱ ἔξωθεν τοῦ Ἡρακλείου ἀψιμαχίαι μεταξὺ τῶν ἐπαναστατῶν καὶ Τούρκων, ἀλλὰ καὶ ὅλης ἐπιτεύξεως ἀνετοίσθησαν ὑπὸ τῶν ναυάρχων καὶ ἀποκαλύπτει παρέχουν τὴν συνάφειαν τοῦ τηλεγράφου ταῦτα εἰς ἐκεῖνα.: [556, 1106, 808, 1196]
article-headline: ΤΟ ΝΟΣΟΚΟΜΕΙΟΝ ΒΟΛΟΥ: [840, 816, 1060, 832]
article-headline: ΠΟΛΥΩΡΟΣ ΣΥΝΔΙΑΛΕΞΙΣ: [43, 701, 249, 717]
article-paragraph: Ὁ κύριος Πρωθυπουργὸς ἐρωτηθεὶς χθὲς περὶ τῆς ἐν Ἠπείρῳ καταστάσεως ἀνήγγειλεν ὅτι στερεῖται πληροφοριῶν, ἐκεῖνο δὲ τὸ ὁποῖον γνωρίζει εἶναι ὅτι ὁ Μπαϊρακτάρης εὑρίσκεται ἐν Ἄρτῃ, ὅτι ὁ Ἀρχηγὸς ἐξῆλθεν εἰς τὸ Θωμαϊκὸν μετὰ τοῦ ἐν αὐτῷ Συντάγματος, ἄγνωστον ποῦ κατευθυνόμενος, ὅτι οἱ Σουλιῶται πολιορκοῦν τὴν Πρέβεζαν καὶ ὅτι τὰ πλοῖα τῆς Δυτικῆς Μοίρας ρίπτουν ἀπὸ καιροῦ κανονιὰς κατὰ τῶν φρουρίων τῆς Πρεβέζης. Μὰς ἐφώτισε!: [20, 489, 272, 644]
article-headline: ΤΑ ΕΝ ΚΡΗΤΗ: [624, 1071, 740, 1087]
article-paragraph: Ὁ Γεν. Γραμματεὺς τοῦ ἐπὶ τῶν Ἐκκλησιαστικῶν καὶ τῆς Δημ. Ἐκπαιδεύσεως ὑπουργείου κ. Ι. Ν. Καλοστύπης ἐπέδωκεν ἁρμοδίως τὴν ἑαυτοῦ παραίτησιν.: [556, 1455, 808, 1506]
article-paragraph: Τὸ ὑπουργεῖον τῶν Στρατιωτικῶν διέταξε τὸν διοικητὴν τοῦ ἐν Ἀθήναις Ἱππικοῦ συντάγματος ὅπως ἀμέσως ἀναχωρήσῃ μετὰ μιᾶς ἴλης ἐκ τῶν καλλιτέρων ἱππέων ἐπιβιβαζόμεναι εἰς Φάρσαλα διὰ ἀνάγκην τῆς πολεμικῆς ὑπηρεσίας. Ἀγνωστον εἰς τί χρησιμοποιηθήσεται ἡ ἴλη αὕτη.: [288, 1109, 540, 1199]
article-paragraph: Κατῆλθεν χθὲς περὶ τὴν ἐνδεκάτην ὥραν νυκτὸς εἰς τὸν λιμένα τοῦ Πειραιῶς ἡ «Σφακτηρία» φέρουσα τοὺς ὑπουργοὺς κ. Θεοτόκην καὶ Τσαμαδὸν ἐπιστρέψαντας ἐκ Φαρσάλων.: [1092, 1089, 1392, 1140]
last-hour-headline: ΤΕΛΕΥΤΑΙΑ ΩΡΑ: [1107, 48, 1377, 135]
article-headline: ΠΕΡΙΕΡΓΟΣ ΕΠΙΣΚΕΨΙΣ: [586, 177, 778, 193]
article-subtitle: Κατὰ τὰς ἐφημερίδας τῶν Πατρῶν: [838, 1040, 1062, 1053]
article-paragraph: Νικηφόρος προελάσας ὁ ἑλληνικὸς στρατὸς ὑπερέβη ὑποστὰς δεινὸν ἀγῶνα, πλήρης καρίων κατὰ τῆς πατρίδος, ἔνεκα ἀνικανότητος καὶ ἀπειρίας ἀρχηγοῦ καὶ ἐπιτελείου.: [20, 1139, 272, 1203]
article-paragraph: τινὸς τῶν μεγαλοσχήμων ἀρχηγῶν ἐπὶ κεφαλῆς.: [288, 46, 540, 71]
article-headline: ΟΙ ΕΝ ΑΘΗΝΑΙΣ ΣΩΜΑΤΑΡΧΑΙ: [578, 895, 786, 909]
